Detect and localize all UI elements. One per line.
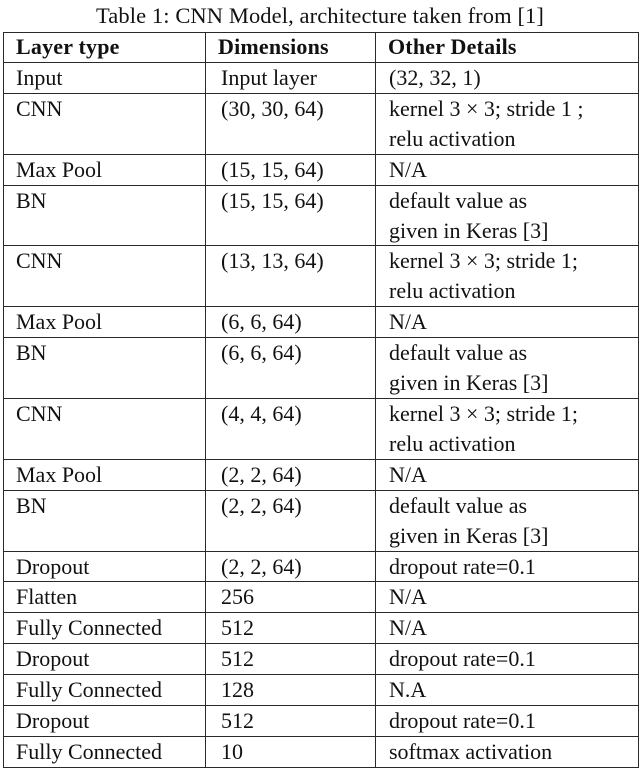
header-layer-type: Layer type: [4, 33, 206, 63]
table-row: [4, 398, 639, 459]
details-cell: [376, 63, 639, 94]
dimensions-cell: 512: [206, 644, 376, 675]
table-row: [4, 736, 639, 767]
header-row: [4, 33, 639, 63]
table-row: [4, 246, 639, 307]
details-line: N/A: [389, 584, 427, 610]
table-row: [4, 63, 639, 94]
table-row: [4, 644, 639, 675]
table-row: [4, 338, 639, 399]
layer-type-cell: Max Pool: [4, 307, 206, 338]
details-cell: [376, 185, 639, 246]
layer-type-cell: Fully Connected: [4, 613, 206, 644]
details-cell: [376, 582, 639, 613]
dimensions-cell: (6, 6, 64): [206, 338, 376, 399]
details-cell: [376, 551, 639, 582]
details-cell: [376, 307, 639, 338]
table-row: [4, 185, 639, 246]
details-line: relu activation: [389, 125, 516, 151]
table-row: [4, 675, 639, 706]
table-row: [4, 307, 639, 338]
details-cell: [376, 706, 639, 737]
details-line: relu activation: [389, 430, 516, 456]
dimensions-cell: (30, 30, 64): [206, 93, 376, 154]
details-line: default value as: [389, 187, 528, 213]
details-cell: [376, 675, 639, 706]
details-line: (32, 32, 1): [389, 65, 481, 90]
layer-type-cell: Max Pool: [4, 459, 206, 490]
details-line: dropout rate=0.1: [389, 553, 536, 579]
table-row: [4, 93, 639, 154]
details-line: kernel 3 × 3; stride 1;: [389, 400, 578, 426]
details-line: N/A: [389, 309, 427, 335]
layer-type-cell: CNN: [4, 398, 206, 459]
details-line: N/A: [389, 615, 427, 641]
details-cell: [376, 154, 639, 185]
details-line: dropout rate=0.1: [389, 646, 536, 672]
details-cell: [376, 613, 639, 644]
details-cell: [376, 459, 639, 490]
layer-type-cell: Input: [4, 63, 206, 94]
details-line: relu activation: [389, 278, 516, 304]
dimensions-cell: (2, 2, 64): [206, 490, 376, 551]
layer-type-cell: Dropout: [4, 644, 206, 675]
layer-type-cell: Fully Connected: [4, 675, 206, 706]
table-caption: Table 1: CNN Model, architecture taken from [1]: [96, 3, 544, 28]
dimensions-cell: 512: [206, 613, 376, 644]
details-cell: [376, 490, 639, 551]
details-cell: [376, 736, 639, 767]
dimensions-cell: Input layer: [206, 63, 376, 94]
layer-type-cell: BN: [4, 338, 206, 399]
layer-type-cell: Dropout: [4, 706, 206, 737]
details-line: N/A: [389, 461, 427, 487]
details-line: default value as: [389, 492, 528, 518]
dimensions-cell: 512: [206, 706, 376, 737]
table-row: [4, 706, 639, 737]
table-row: [4, 551, 639, 582]
details-cell: [376, 398, 639, 459]
dimensions-cell: (2, 2, 64): [206, 459, 376, 490]
details-line: kernel 3 × 3; stride 1;: [389, 248, 578, 274]
details-line: default value as: [389, 340, 528, 366]
layer-type-cell: Flatten: [4, 582, 206, 613]
dimensions-cell: (2, 2, 64): [206, 551, 376, 582]
layer-type-cell: Dropout: [4, 551, 206, 582]
details-cell: [376, 644, 639, 675]
dimensions-cell: 10: [206, 736, 376, 767]
details-line: given in Keras [3]: [389, 217, 549, 243]
layer-type-cell: BN: [4, 185, 206, 246]
dimensions-cell: (15, 15, 64): [206, 185, 376, 246]
details-line: dropout rate=0.1: [389, 708, 536, 734]
header-dimensions: Dimensions: [206, 33, 376, 63]
layer-type-cell: BN: [4, 490, 206, 551]
header-other-details: Other Details: [376, 33, 639, 63]
dimensions-cell: (15, 15, 64): [206, 154, 376, 185]
layer-type-cell: Max Pool: [4, 154, 206, 185]
details-line: N/A: [389, 156, 427, 182]
details-cell: [376, 338, 639, 399]
layer-type-cell: CNN: [4, 246, 206, 307]
details-line: given in Keras [3]: [389, 370, 549, 396]
details-cell: [376, 93, 639, 154]
dimensions-cell: 256: [206, 582, 376, 613]
dimensions-cell: (13, 13, 64): [206, 246, 376, 307]
table-row: [4, 613, 639, 644]
table-row: [4, 582, 639, 613]
details-cell: [376, 246, 639, 307]
dimensions-cell: (4, 4, 64): [206, 398, 376, 459]
dimensions-cell: 128: [206, 675, 376, 706]
table-row: [4, 459, 639, 490]
table-row: [4, 490, 639, 551]
architecture-table: [3, 32, 639, 768]
details-line: given in Keras [3]: [389, 522, 549, 548]
details-line: softmax activation: [389, 738, 553, 764]
details-line: N.A: [389, 677, 427, 703]
details-line: kernel 3 × 3; stride 1 ;: [389, 95, 584, 121]
layer-type-cell: Fully Connected: [4, 736, 206, 767]
dimensions-cell: (6, 6, 64): [206, 307, 376, 338]
layer-type-cell: CNN: [4, 93, 206, 154]
table-row: [4, 154, 639, 185]
